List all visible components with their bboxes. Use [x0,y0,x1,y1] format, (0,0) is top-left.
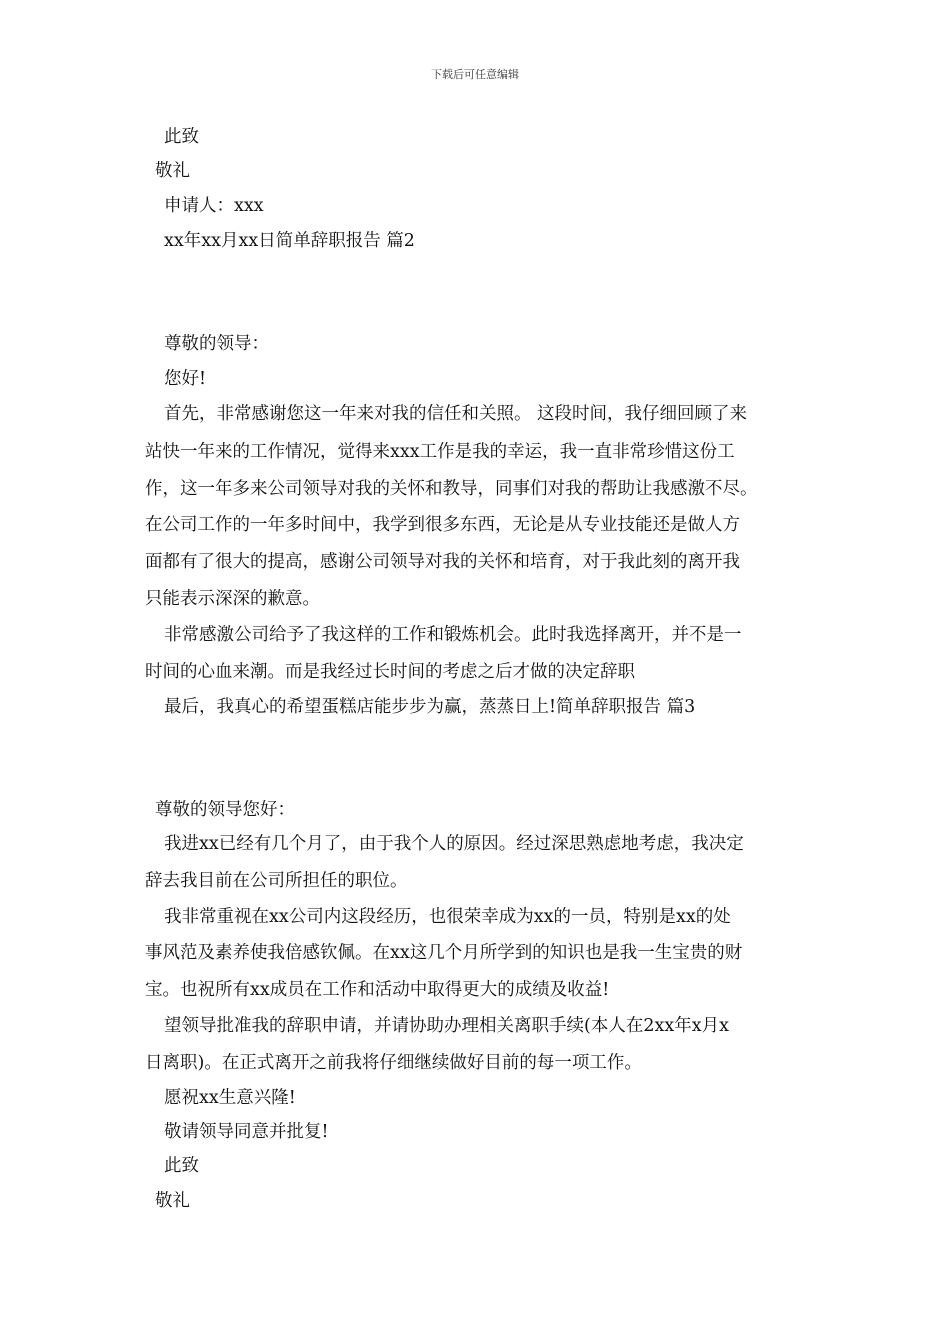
paragraph-line: 在公司工作的一年多时间中，我学到很多东西，无论是从专业技能还是做人方 [145,515,740,535]
paragraph-line: 时间的心血来潮。而是我经过长时间的考虑之后才做的决定辞职 [145,662,635,682]
paragraph-line: 作，这一年多来公司领导对我的关怀和教导，同事们对我的帮助让我感激不尽。 [145,479,758,499]
paragraph-line: 面都有了很大的提高，感谢公司领导对我的关怀和培育，对于我此刻的离开我 [145,552,740,572]
paragraph-line: 只能表示深深的歉意。 [145,589,320,609]
greeting-line: 尊敬的领导： [164,334,269,354]
paragraph-line: 望领导批准我的辞职申请，并请协助办理相关离职手续(本人在2xx年x月x [164,1016,729,1036]
paragraph-line: 非常感激公司给予了我这样的工作和锻炼机会。此时我选择离开，并不是一 [164,625,742,645]
salute-line: 敬礼 [155,161,190,181]
paragraph-line: 最后，我真心的希望蛋糕店能步步为赢，蒸蒸日上!简单辞职报告 篇3 [164,697,696,717]
paragraph-line: 首先，非常感谢您这一年来对我的信任和关照。 这段时间，我仔细回顾了来 [164,404,748,424]
paragraph-line: 您好! [164,369,207,389]
paragraph-line: 站快一年来的工作情况，觉得来xxx工作是我的幸运，我一直非常珍惜这份工 [145,442,735,462]
paragraph-line: 敬请领导同意并批复! [164,1122,329,1142]
paragraph-line: 宝。也祝所有xx成员在工作和活动中取得更大的成绩及收益! [145,980,610,1000]
paragraph-line: 事风范及素养使我倍感钦佩。在xx这几个月所学到的知识也是我一生宝贵的财 [145,943,743,963]
paragraph-line: 我非常重视在xx公司内这段经历，也很荣幸成为xx的一员，特别是xx的处 [164,907,731,927]
closing-line: 此致 [164,1156,199,1176]
applicant-line: 申请人：xxx [164,196,264,216]
paragraph-line: 我进xx已经有几个月了，由于我个人的原因。经过深思熟虑地考虑，我决定 [164,834,744,854]
closing-line: 此致 [164,127,199,147]
greeting-line: 尊敬的领导您好： [155,800,295,820]
section-heading: xx年xx月xx日简单辞职报告 篇2 [164,231,415,251]
paragraph-line: 日离职)。在正式离开之前我将仔细继续做好目前的每一项工作。 [145,1053,642,1073]
salute-line: 敬礼 [155,1191,190,1211]
page-header: 下载后可任意编辑 [431,68,519,81]
paragraph-line: 辞去我目前在公司所担任的职位。 [145,871,408,891]
paragraph-line: 愿祝xx生意兴隆! [164,1088,296,1108]
